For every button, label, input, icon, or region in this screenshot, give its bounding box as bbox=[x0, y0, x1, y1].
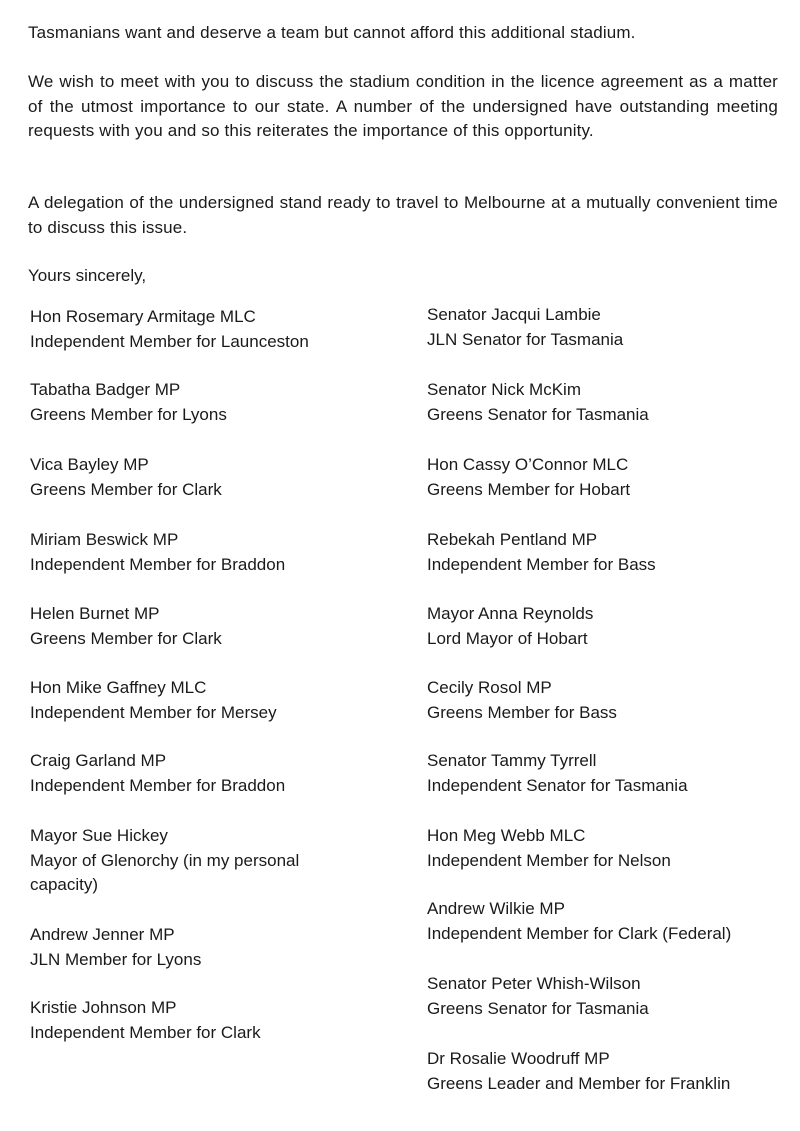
signatory-block bbox=[30, 749, 400, 798]
signatory-name: Senator Nick McKim bbox=[427, 380, 581, 399]
signatory-block bbox=[427, 749, 797, 798]
signatory-title: Greens Leader and Member for Franklin bbox=[427, 1073, 731, 1093]
signatory-block bbox=[427, 824, 797, 873]
paragraph-delegation: A delegation of the undersigned stand ready to travel to Melbourne at a mutually convenient time to discuss this issue. bbox=[28, 193, 778, 237]
signatory-name: Hon Cassy O’Connor MLC bbox=[427, 455, 629, 474]
signatory-block bbox=[427, 602, 797, 651]
signatory-name: Dr Rosalie Woodruff MP bbox=[427, 1049, 610, 1068]
signatory-name: Cecily Rosol MP bbox=[427, 678, 552, 697]
signatory-title: Greens Member for Hobart bbox=[427, 479, 631, 499]
signatory-name: Hon Rosemary Armitage MLC bbox=[30, 307, 256, 326]
signatory-name: Hon Mike Gaffney MLC bbox=[30, 678, 207, 697]
signatory-block bbox=[30, 305, 400, 354]
signatory-name: Mayor Anna Reynolds bbox=[427, 604, 594, 623]
signatory-block bbox=[30, 453, 400, 502]
signatory-name: Kristie Johnson MP bbox=[30, 998, 177, 1017]
signatory-name: Helen Burnet MP bbox=[30, 604, 160, 623]
signatory-block bbox=[30, 676, 400, 725]
signatory-title: Independent Member for Clark bbox=[30, 1022, 261, 1042]
closing-salutation: Yours sincerely, bbox=[28, 266, 147, 285]
signatory-title: Independent Senator for Tasmania bbox=[427, 775, 688, 795]
signatory-name: Vica Bayley MP bbox=[30, 455, 149, 474]
signatory-title: Greens Senator for Tasmania bbox=[427, 404, 649, 424]
signatory-title: Mayor of Glenorchy (in my personal capacity) bbox=[30, 850, 300, 894]
signatory-block bbox=[427, 1047, 797, 1096]
signatory-name: Tabatha Badger MP bbox=[30, 380, 181, 399]
signatory-block bbox=[30, 824, 350, 898]
signatory-title: Independent Member for Braddon bbox=[30, 775, 286, 795]
signatory-title: JLN Senator for Tasmania bbox=[427, 329, 624, 349]
signatory-name: Senator Tammy Tyrrell bbox=[427, 751, 597, 770]
signatory-block bbox=[30, 378, 400, 427]
signatory-block bbox=[427, 972, 797, 1021]
signatory-title: Lord Mayor of Hobart bbox=[427, 628, 588, 648]
signatory-block bbox=[30, 996, 400, 1045]
signatory-title: Independent Member for Bass bbox=[427, 554, 656, 574]
signatory-block bbox=[427, 453, 797, 502]
signatory-name: Hon Meg Webb MLC bbox=[427, 826, 586, 845]
signatory-block bbox=[30, 923, 400, 972]
signatory-name: Craig Garland MP bbox=[30, 751, 167, 770]
signatory-title: Greens Senator for Tasmania bbox=[427, 998, 649, 1018]
signatory-name: Andrew Wilkie MP bbox=[427, 899, 565, 918]
signatory-block bbox=[427, 897, 797, 946]
signatory-name: Miriam Beswick MP bbox=[30, 530, 179, 549]
signatory-name: Senator Jacqui Lambie bbox=[427, 305, 601, 324]
signatory-name: Andrew Jenner MP bbox=[30, 925, 175, 944]
signatory-title: Independent Member for Nelson bbox=[427, 850, 671, 870]
signatory-title: Independent Member for Braddon bbox=[30, 554, 286, 574]
signatory-title: Independent Member for Mersey bbox=[30, 702, 277, 722]
signatory-title: Greens Member for Lyons bbox=[30, 404, 227, 424]
signatory-title: Independent Member for Launceston bbox=[30, 331, 309, 351]
signatory-name: Rebekah Pentland MP bbox=[427, 530, 598, 549]
signatory-name: Senator Peter Whish-Wilson bbox=[427, 974, 641, 993]
signatory-title: Independent Member for Clark (Federal) bbox=[427, 923, 732, 943]
signatory-block bbox=[427, 378, 797, 427]
paragraph-team-stadium: Tasmanians want and deserve a team but cannot afford this additional stadium. bbox=[28, 23, 636, 42]
signatory-name: Mayor Sue Hickey bbox=[30, 826, 168, 845]
paragraph-meeting-request: We wish to meet with you to discuss the stadium condition in the licence agreement as a matter of the utmost importance to our state. A number of the undersigned have outstanding meeting requests with you and so this reiterates the importance of this opportunity. bbox=[28, 72, 778, 140]
signatory-title: Greens Member for Clark bbox=[30, 479, 222, 499]
signatory-block bbox=[427, 676, 797, 725]
signatory-title: Greens Member for Clark bbox=[30, 628, 222, 648]
signatory-block bbox=[427, 303, 797, 352]
signatory-block bbox=[30, 602, 400, 651]
signatory-title: Greens Member for Bass bbox=[427, 702, 617, 722]
signatory-block bbox=[427, 528, 797, 577]
signatory-title: JLN Member for Lyons bbox=[30, 949, 202, 969]
signatory-block bbox=[30, 528, 400, 577]
